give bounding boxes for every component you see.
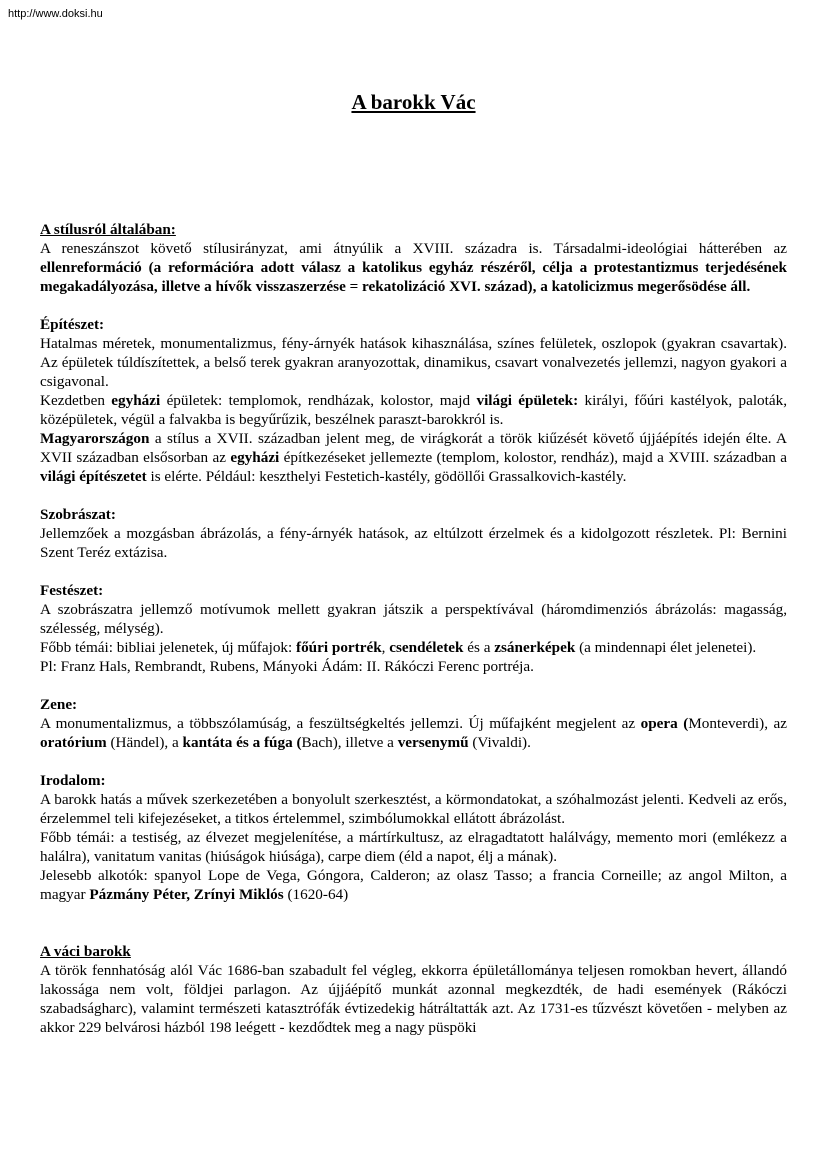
section-zene [40, 695, 787, 752]
text-run: Főbb témái: bibliai jelenetek, új műfajok: [40, 639, 297, 656]
section-epiteszet [40, 315, 787, 486]
section-irodalom [40, 771, 787, 904]
section-vac [40, 942, 787, 1037]
paragraph-szobraszat: Jellemzőek a mozgásban ábrázolás, a fény-árnyék hatások, az eltúlzott érzelmek és a kidolgozott részletek. Pl: Bernini Szent Teréz extázisa. [40, 525, 787, 561]
bold-run: ellenreformáció (a reformációra adott válasz a katolikus egyház részéről, célja a protestantizmus terjedésének megakadályozása, illetve a hívők visszaszerzése = rekatolizáció XVI. század), a katolicizmus megerősödése áll. [40, 259, 787, 295]
heading-szobraszat: Szobrászat: [40, 506, 116, 523]
text-run: Monteverdi), az [688, 715, 787, 732]
paragraph-epiteszet-3 [40, 429, 787, 486]
text-run: Bach), illetve a [301, 734, 398, 751]
paragraph-irodalom-2: Főbb témái: a testiség, az élvezet megjelenítése, a mártírkultusz, az elragadtatott halálvágy, memento mori (emlékezz a halálra), vanitatum vanitas (hiúságok hiúsága), carpe diem (éld a napot, élj a mának). [40, 829, 787, 865]
document-title: A barokk Vác [351, 90, 476, 114]
bold-run: Magyarországon [40, 430, 150, 447]
text-run: A monumentalizmus, a többszólamúság, a feszültségkeltés jellemzi. Új műfajként megjelent az [40, 715, 641, 732]
section-szobraszat [40, 505, 787, 562]
text-run: (a mindennapi élet jelenetei). [575, 639, 757, 656]
text-run: A reneszánszot követő stílusirányzat, ami átnyúlik a XVIII. századra is. Társadalmi-ideológiai hátterében az [40, 240, 787, 257]
paragraph-stilus [40, 239, 787, 296]
paragraph-irodalom-3 [40, 866, 787, 904]
bold-run: csendéletek [389, 639, 464, 656]
text-run: Kezdetben [40, 392, 112, 409]
paragraph-zene [40, 714, 787, 752]
bold-run: világi építészetet [40, 468, 147, 485]
text-run: is elérte. Például: keszthelyi Festetich-kastély, gödöllői Grassalkovich-kastély. [146, 468, 627, 485]
text-run: , [381, 639, 390, 656]
bold-run: kantáta és a fúga ( [182, 734, 302, 751]
text-run: (Vivaldi). [468, 734, 531, 751]
paragraph-epiteszet-2 [40, 391, 787, 429]
text-run: Jelesebb alkotók: spanyol Lope de Vega, Góngora, Calderon; az olasz Tasso; a francia Corneille; az angol Milton, a magyar [40, 867, 787, 903]
text-run: (1620-64) [283, 886, 349, 903]
section-stilus [40, 220, 787, 296]
document-body [40, 220, 787, 1037]
paragraph-irodalom-1: A barokk hatás a művek szerkezetében a bonyolult szerkesztést, a körmondatokat, a szóhalmozást jelenti. Kedveli az erős, érzelemmel teli kifejezéseket, a titkos értelemmel, szimbólumokkal ellátott ábrázolást. [40, 791, 787, 827]
paragraph-vac: A török fennhatóság alól Vác 1686-ban szabadult fel végleg, ekkorra épületállománya teljesen romokban hevert, állandó lakossága nem volt, földjei parlagon. Az újjáépítő munkát azonnal megkezdték, de hadi események (Rákóczi szabadságharc), valamint természeti katasztrófák évtizedekig hátráltatták azt. Az 1731-es tűzvészt követően - melyben az akkor 229 belvárosi házból 198 leégett - kezdődtek meg a nagy püspöki [40, 962, 787, 1036]
bold-run: világi épületek: [476, 392, 579, 409]
bold-run: főúri portrék [296, 639, 382, 656]
text-run: a stílus a XVII. században jelent meg, de virágkorát a török kiűzését követő újjáépítés idején élte. A XVII században elsősorban az [40, 430, 787, 466]
paragraph-festeszet-3: Pl: Franz Hals, Rembrandt, Rubens, Mányoki Ádám: II. Rákóczi Ferenc portréja. [40, 658, 534, 675]
text-run: (Händel), a [106, 734, 183, 751]
source-url[interactable]: http://www.doksi.hu [8, 8, 103, 20]
heading-zene: Zene: [40, 696, 78, 713]
heading-irodalom: Irodalom: [40, 772, 106, 789]
heading-stilus: A stílusról általában: [40, 221, 176, 238]
paragraph-festeszet-2 [40, 638, 787, 657]
bold-run: zsánerképek [494, 639, 576, 656]
bold-run: egyházi [230, 449, 280, 466]
bold-run: oratórium [40, 734, 107, 751]
text-run: királyi, főúri kastélyok, paloták, középületek, végül a falvakba is begyűrűzik, beszélnek paraszt-barokkról is. [40, 392, 787, 428]
heading-epiteszet: Építészet: [40, 316, 105, 333]
paragraph-festeszet-1: A szobrászatra jellemző motívumok mellett gyakran játszik a perspektívával (háromdimenziós ábrázolás: magasság, szélesség, mélység). [40, 601, 787, 637]
heading-festeszet: Festészet: [40, 582, 104, 599]
text-run: épületek: templomok, rendházak, kolostor, majd [160, 392, 477, 409]
paragraph-epiteszet-1: Hatalmas méretek, monumentalizmus, fény-árnyék hatások kihasználása, színes felületek, oszlopok (gyakran csavartak). Az épületek túldíszítettek, a belső terek gyakran aranyozottak, dinamikus, csavart vonalvezetés jellemzi, nagyon gyakori a csigavonal. [40, 335, 787, 390]
heading-vac: A váci barokk [40, 943, 131, 960]
text-run: és a [463, 639, 495, 656]
bold-run: egyházi [111, 392, 161, 409]
bold-run: opera ( [640, 715, 689, 732]
section-festeszet [40, 581, 787, 676]
text-run: építkezéseket jellemezte (templom, kolostor, rendház), majd a XVIII. században a [279, 449, 787, 466]
bold-run: Pázmány Péter, Zrínyi Miklós [89, 886, 284, 903]
bold-run: versenymű [397, 734, 469, 751]
